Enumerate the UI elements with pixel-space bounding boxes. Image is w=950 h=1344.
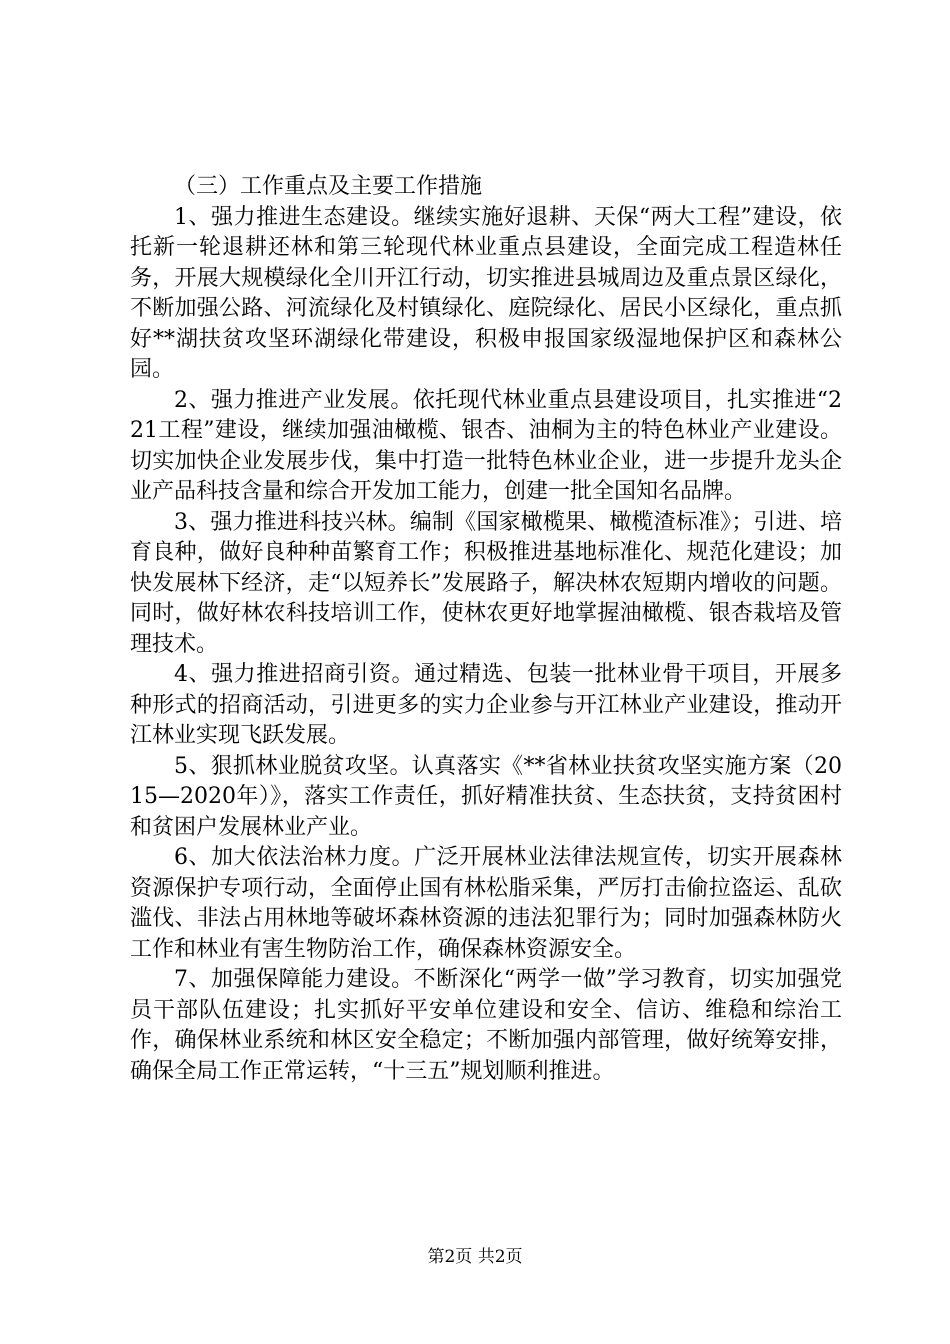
paragraph-1: 1、强力推进生态建设。继续实施好退耕、天保“两大工程”建设，依托新一轮退耕还林和第三轮现代林业重点县建设，全面完成工程造林任务，开展大规模绿化全川开江行动，切实推进县城周边及重点景区绿化，不断加强公路、河流绿化及村镇绿化、庭院绿化、居民小区绿化，重点抓好**湖扶贫攻坚环湖绿化带建设，积极申报国家级湿地保护区和森林公园。 [130,204,842,382]
paragraph-3: 3、强力推进科技兴林。编制《国家橄榄果、橄榄渣标准》；引进、培育良种，做好良种种苗繁育工作；积极推进基地标准化、规范化建设；加快发展林下经济，走“以短养长”发展路子，解决林农短期内增收的问题。同时，做好林农科技培训工作，使林农更好地掌握油橄榄、银杏栽培及管理技术。 [130,509,842,657]
paragraph-5: 5、狠抓林业脱贫攻坚。认真落实《**省林业扶贫攻坚实施方案（2015—2020年）》，落实工作责任，抓好精准扶贫、生态扶贫，支持贫困村和贫困户发展林业产业。 [130,753,842,840]
section-heading: （三）工作重点及主要工作措施 [174,174,483,199]
document-body [130,172,842,1087]
paragraph-6: 6、加大依法治林力度。广泛开展林业法律法规宣传，切实开展森林资源保护专项行动，全面停止国有林松脂采集，严厉打击偷拉盗运、乱砍滥伐、非法占用林地等破坏森林资源的违法犯罪行为；同时加强森林防火工作和林业有害生物防治工作，确保森林资源安全。 [130,845,842,962]
paragraph-4: 4、强力推进招商引资。通过精选、包装一批林业骨干项目，开展多种形式的招商活动，引进更多的实力企业参与开江林业产业建设，推动开江林业实现飞跃发展。 [130,662,842,748]
page-footer: 第2页 共2页 [427,1247,523,1267]
paragraph-7: 7、加强保障能力建设。不断深化“两学一做”学习教育，切实加强党员干部队伍建设；扎实抓好平安单位建设和安全、信访、维稳和综治工作，确保林业系统和林区安全稳定；不断加强内部管理，做好统筹安排，确保全局工作正常运转，“十三五”规划顺利推进。 [130,967,842,1084]
paragraph-2: 2、强力推进产业发展。依托现代林业重点县建设项目，扎实推进“221工程”建设，继续加强油橄榄、银杏、油桐为主的特色林业产业建设。切实加快企业发展步伐，集中打造一批特色林业企业，进一步提升龙头企业产品科技含量和综合开发加工能力，创建一批全国知名品牌。 [130,387,842,504]
